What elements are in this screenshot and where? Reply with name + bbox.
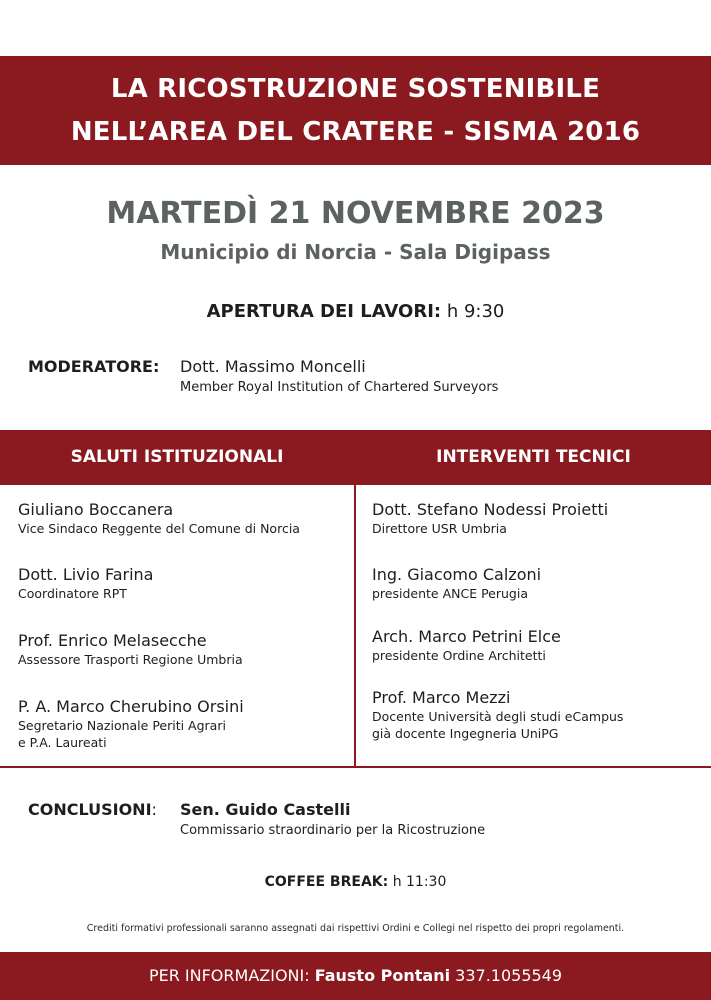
saluti-item: [18, 697, 244, 751]
speaker-role-continued: e P.A. Laureati: [18, 735, 107, 750]
speaker-role: Segretario Nazionale Periti Agrari: [18, 718, 226, 733]
speaker-role: presidente Ordine Architetti: [372, 648, 546, 663]
opening-label: APERTURA DEI LAVORI:: [206, 301, 442, 322]
opening-time: h 9:30: [446, 301, 505, 322]
interventi-heading: INTERVENTI TECNICI: [436, 447, 631, 467]
saluti-heading: SALUTI ISTITUZIONALI: [70, 447, 284, 467]
event-venue: Municipio di Norcia - Sala Digipass: [160, 240, 551, 264]
saluti-item: [18, 500, 300, 537]
speaker-role: Direttore USR Umbria: [372, 521, 507, 536]
columns-bottom-rule: [0, 766, 711, 768]
coffee-break-label: COFFEE BREAK:: [264, 874, 389, 890]
conclusions-label: CONCLUSIONI: [28, 800, 152, 819]
speaker-name: Dott. Livio Farina: [18, 565, 154, 584]
interventi-item: [372, 500, 608, 537]
speaker-role: presidente ANCE Perugia: [372, 586, 528, 601]
credits-note: Crediti formativi professionali saranno assegnati dai rispettivi Ordini e Collegi nel rispetto dei propri regolamenti.: [86, 923, 625, 934]
info-contact-name: Fausto Pontani: [314, 966, 451, 985]
event-date: MARTEDÌ 21 NOVEMBRE 2023: [106, 196, 605, 231]
info-label: PER INFORMAZIONI:: [148, 966, 310, 985]
speaker-role: Assessore Trasporti Regione Umbria: [18, 652, 243, 667]
saluti-item: [18, 631, 243, 668]
speaker-role: Docente Università degli studi eCampus: [372, 709, 624, 724]
moderator-name: Dott. Massimo Moncelli: [180, 357, 366, 376]
title-line-1: LA RICOSTRUZIONE SOSTENIBILE: [110, 74, 601, 104]
title-banner: [0, 56, 711, 165]
title-line-2: NELL’AREA DEL CRATERE - SISMA 2016: [70, 117, 641, 147]
info-line: [0, 952, 711, 1000]
speaker-role: Coordinatore RPT: [18, 586, 127, 601]
column-divider: [354, 430, 356, 768]
speaker-role-continued: già docente Ingegneria UniPG: [372, 726, 559, 741]
saluti-item: [18, 565, 153, 602]
conclusions-label-line: [28, 800, 157, 819]
speaker-name: Dott. Stefano Nodessi Proietti: [372, 500, 609, 519]
speaker-name: Prof. Marco Mezzi: [372, 688, 511, 707]
conclusions-name: Sen. Guido Castelli: [180, 800, 351, 819]
interventi-item: [372, 627, 561, 664]
info-phone: 337.1055549: [455, 966, 563, 985]
speaker-name: Arch. Marco Petrini Elce: [372, 627, 561, 646]
interventi-item: [372, 565, 541, 602]
coffee-break-line: [0, 874, 711, 890]
speaker-role: Vice Sindaco Reggente del Comune di Norcia: [18, 521, 300, 536]
speaker-name: Ing. Giacomo Calzoni: [372, 565, 542, 584]
speaker-name: Giuliano Boccanera: [18, 500, 174, 519]
speaker-name: P. A. Marco Cherubino Orsini: [18, 697, 244, 716]
speaker-name: Prof. Enrico Melasecche: [18, 631, 207, 650]
conclusions-separator: :: [151, 800, 157, 819]
conclusions-role: Commissario straordinario per la Ricostruzione: [180, 823, 486, 838]
interventi-item: [372, 688, 623, 742]
moderator-role: Member Royal Institution of Chartered Surveyors: [180, 380, 499, 395]
opening-line: [0, 301, 711, 322]
moderator-label: MODERATORE:: [28, 357, 160, 376]
info-banner: [0, 952, 711, 1000]
coffee-break-time: h 11:30: [392, 874, 447, 890]
